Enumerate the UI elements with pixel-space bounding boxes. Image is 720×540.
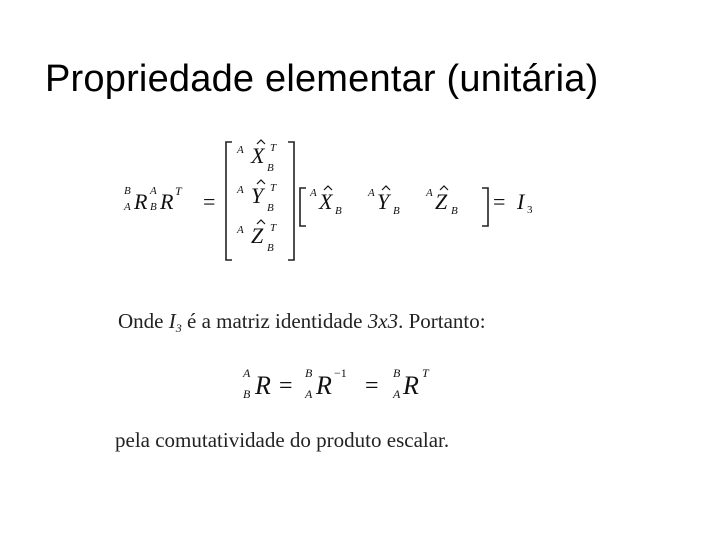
eq2-t3-sup: B bbox=[393, 366, 401, 380]
col-bracket-left bbox=[226, 142, 232, 260]
row-entry-symbol: Y bbox=[377, 189, 390, 214]
row-entry-prefix: A bbox=[426, 187, 433, 199]
row-matrix bbox=[300, 186, 488, 226]
column-entry bbox=[236, 220, 277, 254]
col-entry-prefix: A bbox=[237, 184, 244, 196]
eq2-t3-sub: A bbox=[393, 387, 401, 401]
lhs-left-sup: B bbox=[124, 185, 131, 197]
row-entry bbox=[309, 186, 342, 217]
eq2-t3: R bbox=[403, 371, 419, 400]
line1-identity-sub: 3 bbox=[175, 321, 182, 335]
lhs-r2: R bbox=[160, 189, 174, 214]
equation-orthogonality bbox=[110, 130, 560, 270]
eq2-equals-1: = bbox=[279, 373, 293, 399]
eq2-t1: R bbox=[255, 371, 271, 400]
row-entry-sub: B bbox=[393, 205, 400, 217]
eq2-t2-sub: A bbox=[305, 387, 313, 401]
eq2-t2-exp: −1 bbox=[334, 366, 347, 380]
row-entry-symbol: Z bbox=[435, 189, 448, 214]
equation-lhs bbox=[123, 184, 215, 214]
col-entry-symbol: X bbox=[251, 143, 265, 168]
lhs-r1: R bbox=[134, 189, 148, 214]
rhs-equals: = bbox=[493, 189, 506, 214]
row-entry bbox=[425, 186, 458, 217]
eq2-equals-2: = bbox=[365, 373, 379, 399]
column-entry bbox=[236, 140, 277, 174]
lhs-equals: = bbox=[203, 189, 216, 214]
col-bracket-right bbox=[288, 142, 294, 260]
col-entry-sub: B bbox=[267, 242, 274, 254]
equation-inverse-transpose bbox=[235, 358, 455, 408]
line1-pre: Onde bbox=[118, 309, 169, 333]
line1-identity: I bbox=[168, 309, 176, 333]
col-entry-symbol: Y bbox=[251, 183, 264, 208]
line1-post: . Portanto: bbox=[398, 309, 486, 333]
col-entry-sub: B bbox=[267, 162, 274, 174]
row-entry-sub: B bbox=[451, 205, 458, 217]
col-entry-symbol: Z bbox=[251, 223, 264, 248]
col-entry-sup: T bbox=[270, 222, 277, 234]
rhs-identity: I bbox=[517, 189, 525, 214]
lhs-mid-sup: A bbox=[150, 185, 157, 197]
text-line-commutativity: pela comutatividade do produto escalar. bbox=[115, 428, 450, 452]
eq2-t2: R bbox=[316, 371, 332, 400]
col-entry-sub: B bbox=[267, 202, 274, 214]
lhs-left-sub: A bbox=[124, 201, 131, 213]
equation-rhs bbox=[493, 189, 533, 216]
eq2-t1-sup: A bbox=[243, 366, 251, 380]
row-entry-sub: B bbox=[335, 205, 342, 217]
rhs-identity-sub: 3 bbox=[527, 204, 533, 216]
col-entry-prefix: A bbox=[237, 224, 244, 236]
row-entry-prefix: A bbox=[368, 187, 375, 199]
eq2-t2-sup: B bbox=[305, 366, 313, 380]
col-entry-prefix: A bbox=[237, 144, 244, 156]
lhs-t: T bbox=[175, 184, 182, 198]
text-line-identity bbox=[118, 309, 486, 336]
row-bracket-right bbox=[482, 188, 488, 226]
column-entry bbox=[236, 180, 277, 214]
line1-dim: 3x3 bbox=[367, 309, 399, 333]
col-entry-sup: T bbox=[270, 142, 277, 154]
eq2-t1-sub: B bbox=[243, 387, 251, 401]
row-entry-symbol: X bbox=[319, 189, 333, 214]
col-entry-sup: T bbox=[270, 182, 277, 194]
line1-mid: é a matriz identidade bbox=[181, 309, 368, 333]
row-bracket-left bbox=[300, 188, 306, 226]
row-entry-prefix: A bbox=[310, 187, 317, 199]
lhs-mid-sub: B bbox=[150, 201, 157, 213]
row-entry bbox=[367, 186, 400, 217]
eq2-t3-exp: T bbox=[422, 366, 429, 380]
column-matrix bbox=[226, 140, 294, 260]
slide-title: Propriedade elementar (unitária) bbox=[45, 58, 599, 100]
